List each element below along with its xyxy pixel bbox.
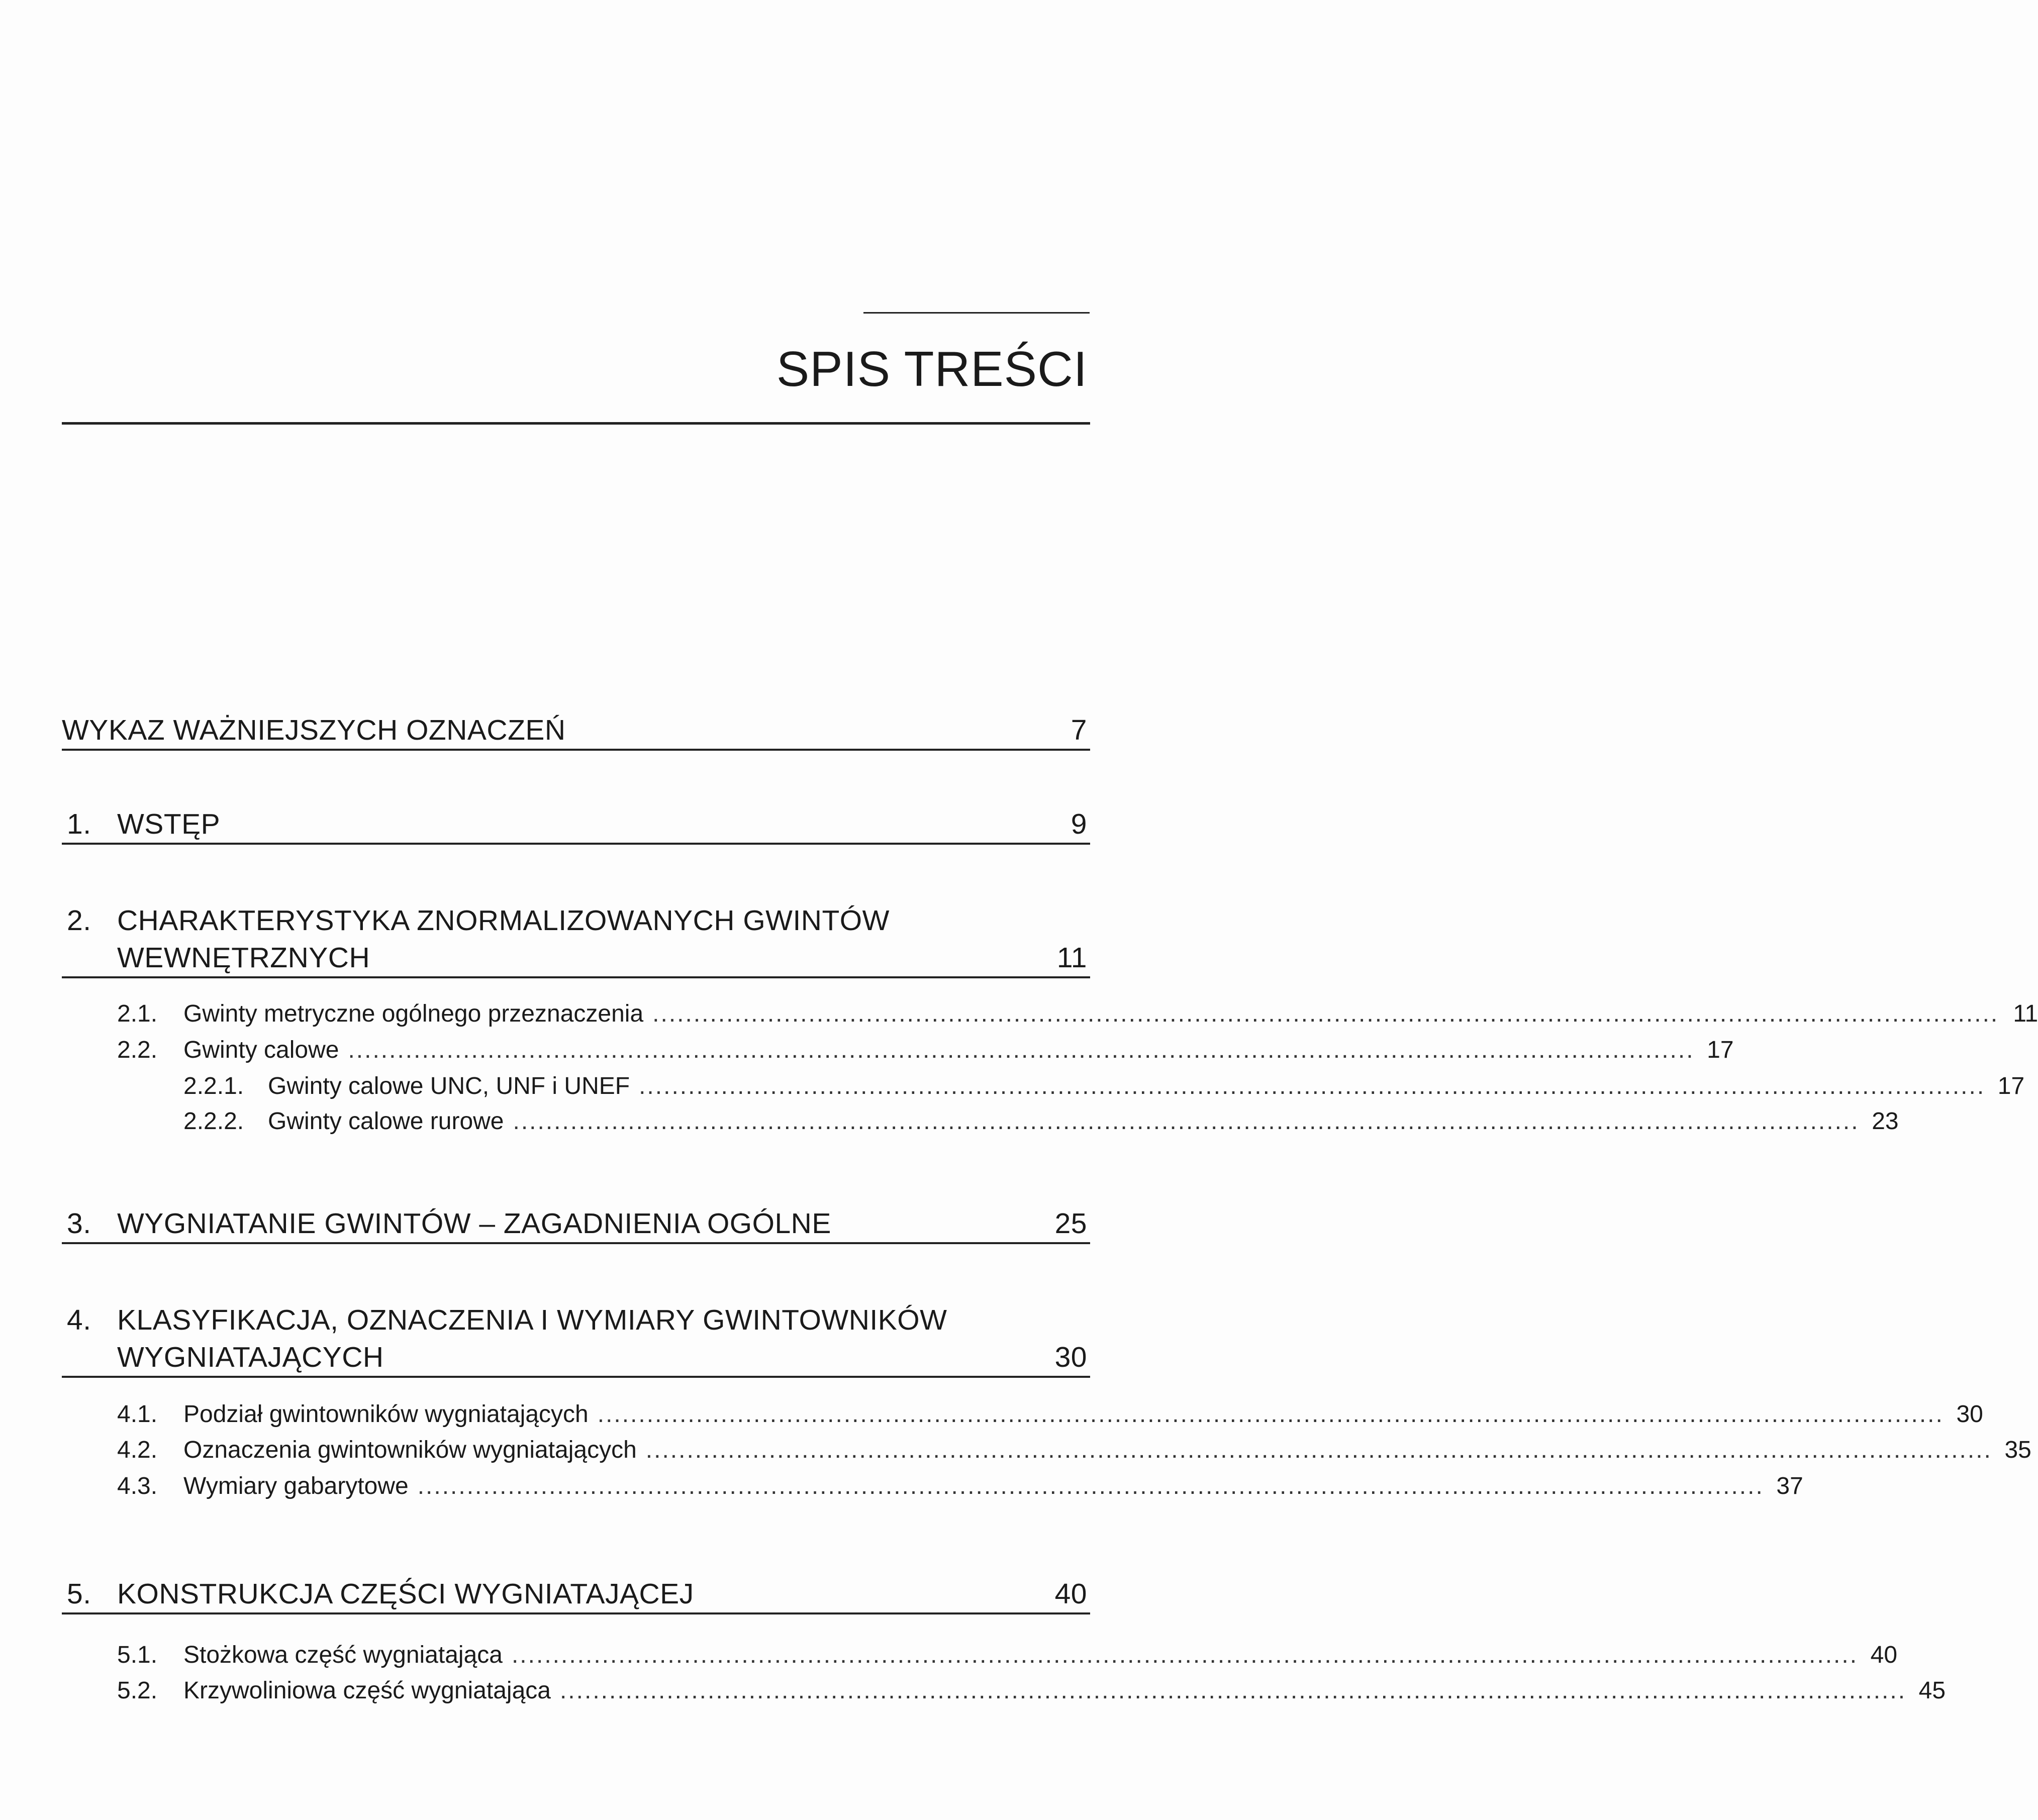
chapter-number: 2.: [67, 904, 91, 937]
dot-leader: ....................................................................................................................................................................: [645, 1437, 1992, 1463]
chapter-title: WYGNIATANIE GWINTÓW – ZAGADNIENIA OGÓLNE: [117, 1207, 831, 1240]
page-title: SPIS TREŚCI: [776, 341, 1088, 396]
section-number: 4.3.: [117, 1473, 158, 1499]
section-title: Gwinty metryczne ogólnego przeznaczenia: [183, 1000, 644, 1027]
section-page: 35: [2004, 1437, 2031, 1463]
section-page: 17: [1707, 1037, 1734, 1063]
section-page: 11: [2013, 1000, 2038, 1027]
toc-section-5-1[interactable]: [117, 1639, 1898, 1671]
dot-leader: ....................................................................................................................................................................: [597, 1401, 1944, 1428]
toc-section-2-2-2[interactable]: [183, 1105, 1899, 1138]
chapter-page: 25: [1054, 1207, 1087, 1240]
title-top-rule: [863, 312, 1090, 314]
chapter-rule: [62, 749, 1090, 751]
section-title: Stożkowa część wygniatająca: [183, 1642, 503, 1668]
section-number: 4.2.: [117, 1437, 158, 1463]
toc-section-2-1[interactable]: [117, 998, 2038, 1030]
chapter-rule: [62, 1242, 1090, 1244]
dot-leader: ....................................................................................................................................................................: [513, 1108, 1860, 1135]
toc-chapter-4[interactable]: [62, 1301, 1090, 1378]
section-title: Krzywoliniowa część wygniatająca: [183, 1677, 551, 1704]
section-title: Gwinty calowe UNC, UNF i UNEF: [268, 1073, 630, 1099]
section-number: 2.2.: [117, 1037, 158, 1063]
chapter-title-line-1: CHARAKTERYSTYKA ZNORMALIZOWANYCH GWINTÓW: [117, 904, 890, 937]
section-number: 5.1.: [117, 1642, 158, 1668]
section-page: 37: [1776, 1473, 1803, 1499]
chapter-title-line-1: KLASYFIKACJA, OZNACZENIA I WYMIARY GWINTOWNIKÓW: [117, 1304, 947, 1336]
chapter-page: 30: [1054, 1341, 1087, 1373]
chapter-rule: [62, 976, 1090, 978]
section-page: 17: [1997, 1073, 2025, 1099]
section-number: 2.1.: [117, 1000, 158, 1027]
toc-section-4-2[interactable]: [117, 1434, 2031, 1466]
chapter-page: 7: [1071, 714, 1087, 746]
section-number: 2.2.2.: [183, 1108, 244, 1135]
chapter-page: 9: [1071, 808, 1087, 840]
toc-chapter-3[interactable]: [62, 1205, 1090, 1244]
chapter-page: 11: [1056, 942, 1087, 974]
chapter-title: WYKAZ WAŻNIEJSZYCH OZNACZEŃ: [62, 714, 566, 746]
chapter-number: 5.: [67, 1578, 91, 1610]
toc-chapter-1[interactable]: [62, 805, 1090, 845]
section-number: 4.1.: [117, 1401, 158, 1428]
dot-leader: ....................................................................................................................................................................: [559, 1677, 1907, 1704]
section-page: 40: [1870, 1642, 1898, 1668]
section-title: Wymiary gabarytowe: [183, 1473, 409, 1499]
chapter-rule: [62, 1612, 1090, 1614]
section-number: 5.2.: [117, 1677, 158, 1704]
toc-section-2-2-1[interactable]: [183, 1070, 2025, 1102]
section-title: Oznaczenia gwintowników wygniatających: [183, 1437, 637, 1463]
dot-leader: ....................................................................................................................................................................: [652, 1000, 1999, 1027]
chapter-number: 1.: [67, 808, 91, 840]
toc-chapter-2[interactable]: [62, 902, 1090, 978]
section-number: 2.2.1.: [183, 1073, 244, 1099]
chapter-rule: [62, 1376, 1090, 1378]
section-page: 45: [1918, 1677, 1946, 1704]
section-title: Gwinty calowe rurowe: [268, 1108, 504, 1135]
toc-section-4-1[interactable]: [117, 1398, 1983, 1431]
toc-section-2-2[interactable]: [117, 1034, 1734, 1066]
dot-leader: ....................................................................................................................................................................: [639, 1073, 1986, 1099]
section-page: 23: [1872, 1108, 1899, 1135]
toc-chapter-symbols[interactable]: [62, 712, 1090, 751]
toc-chapter-5[interactable]: [62, 1575, 1090, 1614]
dot-leader: ....................................................................................................................................................................: [511, 1642, 1859, 1668]
title-bottom-rule: [62, 422, 1090, 425]
toc-section-5-2[interactable]: [117, 1675, 1946, 1707]
chapter-title-line-2: WYGNIATAJĄCYCH: [117, 1341, 384, 1373]
chapter-title: WSTĘP: [117, 808, 221, 840]
chapter-rule: [62, 843, 1090, 845]
toc-section-4-3[interactable]: [117, 1470, 1803, 1502]
section-page: 30: [1956, 1401, 1983, 1428]
section-title: Gwinty calowe: [183, 1037, 339, 1063]
chapter-number: 3.: [67, 1207, 91, 1240]
dot-leader: ....................................................................................................................................................................: [348, 1037, 1695, 1063]
section-title: Podział gwintowników wygniatających: [183, 1401, 589, 1428]
chapter-title-line-2: WEWNĘTRZNYCH: [117, 942, 370, 974]
chapter-page: 40: [1054, 1578, 1087, 1610]
chapter-number: 4.: [67, 1304, 91, 1336]
dot-leader: ....................................................................................................................................................................: [417, 1473, 1764, 1499]
chapter-title: KONSTRUKCJA CZĘŚCI WYGNIATAJĄCEJ: [117, 1578, 694, 1610]
